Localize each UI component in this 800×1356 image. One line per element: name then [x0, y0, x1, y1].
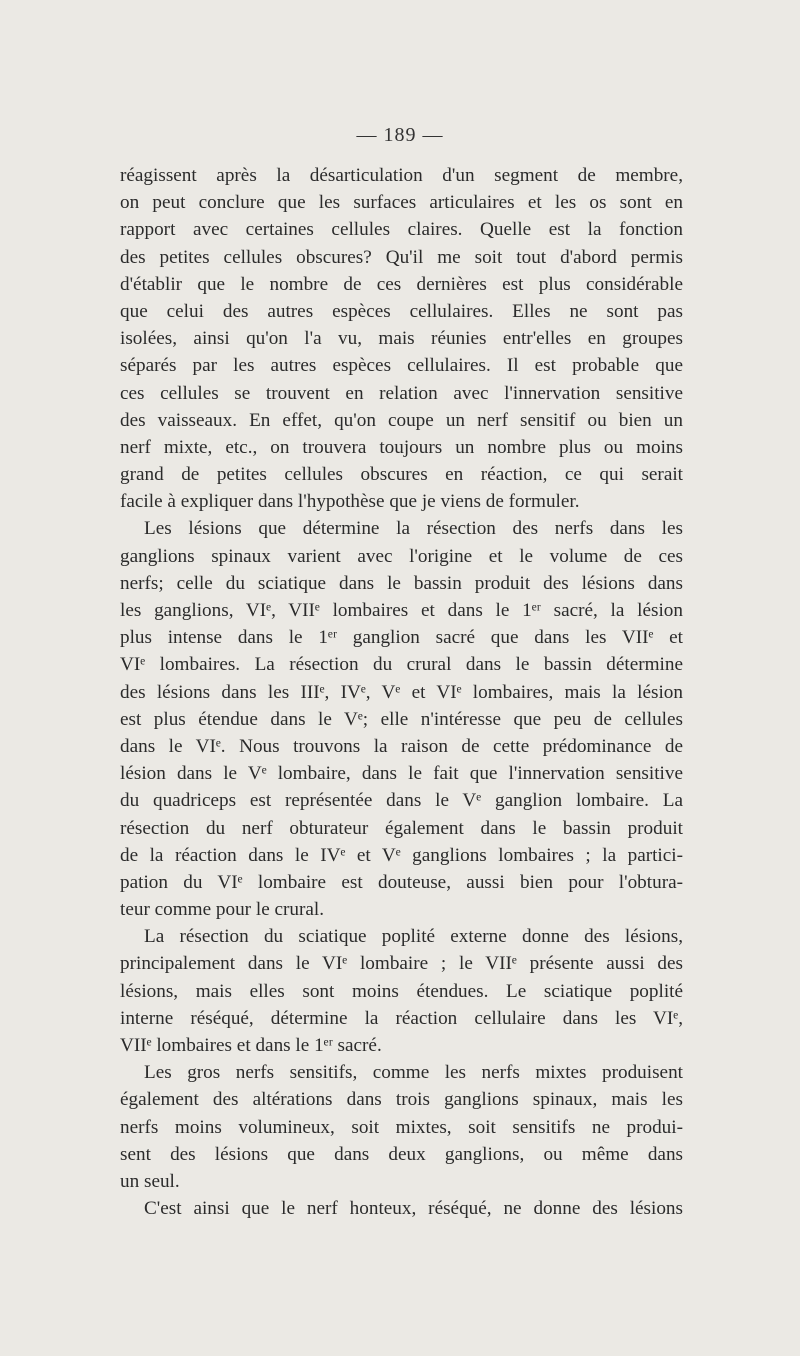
text-line: C'est ainsi que le nerf honteux, réséqué, ne donne des lésions	[144, 1198, 683, 1220]
text-line: lésions, mais elles sont moins étendues. Le sciatique poplité	[120, 980, 683, 1002]
text-line: également des altérations dans trois ganglions spinaux, mais les	[120, 1089, 683, 1111]
page-body-text	[120, 162, 683, 1222]
text-line: VIᵉ lombaires. La résection du crural dans le bassin détermine	[120, 654, 683, 676]
text-line: on peut conclure que les surfaces articulaires et les os sont en	[120, 192, 683, 214]
text-line: ces cellules se trouvent en relation avec l'innervation sensitive	[120, 382, 683, 404]
text-line: dans le VIᵉ. Nous trouvons la raison de cette prédominance de	[120, 735, 683, 757]
text-line: interne réséqué, détermine la réaction cellulaire dans les VIᵉ,	[120, 1007, 683, 1029]
text-line: isolées, ainsi qu'on l'a vu, mais réunies entr'elles en groupes	[120, 328, 683, 350]
text-line: résection du nerf obturateur également dans le bassin produit	[120, 817, 683, 839]
page-number: — 189 —	[356, 124, 444, 146]
text-line: grand de petites cellules obscures en réaction, ce qui serait	[120, 464, 683, 486]
text-line: un seul.	[120, 1170, 180, 1192]
text-line: nerfs; celle du sciatique dans le bassin produit des lésions dans	[120, 572, 683, 594]
text-line: des vaisseaux. En effet, qu'on coupe un nerf sensitif ou bien un	[120, 409, 683, 431]
text-line: est plus étendue dans le Vᵉ; elle n'intéresse que peu de cellules	[120, 708, 683, 730]
text-line: des petites cellules obscures? Qu'il me soit tout d'abord permis	[120, 246, 683, 268]
text-line: du quadriceps est représentée dans le Vᵉ ganglion lombaire. La	[120, 790, 683, 812]
text-line: de la réaction dans le IVᵉ et Vᵉ ganglions lombaires ; la partici-	[120, 844, 683, 866]
text-line: rapport avec certaines cellules claires. Quelle est la fonction	[120, 219, 683, 241]
text-line: nerfs moins volumineux, soit mixtes, soit sensitifs ne produi-	[120, 1116, 683, 1138]
text-line: facile à expliquer dans l'hypothèse que je viens de formuler.	[120, 491, 580, 513]
text-line: des lésions dans les IIIᵉ, IVᵉ, Vᵉ et VIᵉ lombaires, mais la lésion	[120, 681, 683, 703]
text-line: nerf mixte, etc., on trouvera toujours un nombre plus ou moins	[120, 436, 683, 458]
text-line: Les lésions que détermine la résection des nerfs dans les	[144, 518, 683, 540]
text-line: ganglions spinaux varient avec l'origine et le volume de ces	[120, 545, 683, 567]
text-line: séparés par les autres espèces cellulaires. Il est probable que	[120, 355, 683, 377]
text-line: Les gros nerfs sensitifs, comme les nerfs mixtes produisent	[144, 1062, 683, 1084]
text-line: VIIᵉ lombaires et dans le 1ᵉʳ sacré.	[120, 1035, 382, 1056]
text-line: réagissent après la désarticulation d'un segment de membre,	[120, 165, 683, 186]
text-line: d'établir que le nombre de ces dernières est plus considérable	[120, 273, 683, 295]
text-line: lésion dans le Vᵉ lombaire, dans le fait que l'innervation sensitive	[120, 763, 683, 785]
text-line: les ganglions, VIᵉ, VIIᵉ lombaires et dans le 1ᵉʳ sacré, la lésion	[120, 600, 683, 621]
text-line: sent des lésions que dans deux ganglions, ou même dans	[120, 1143, 683, 1165]
text-line: La résection du sciatique poplité externe donne des lésions,	[144, 926, 683, 948]
text-line: principalement dans le VIᵉ lombaire ; le VIIᵉ présente aussi des	[120, 953, 683, 975]
text-line: que celui des autres espèces cellulaires. Elles ne sont pas	[120, 300, 683, 322]
text-line: pation du VIᵉ lombaire est douteuse, aussi bien pour l'obtura-	[120, 871, 683, 893]
text-line: plus intense dans le 1ᵉʳ ganglion sacré que dans les VIIᵉ et	[120, 627, 683, 649]
text-line: teur comme pour le crural.	[120, 899, 325, 921]
